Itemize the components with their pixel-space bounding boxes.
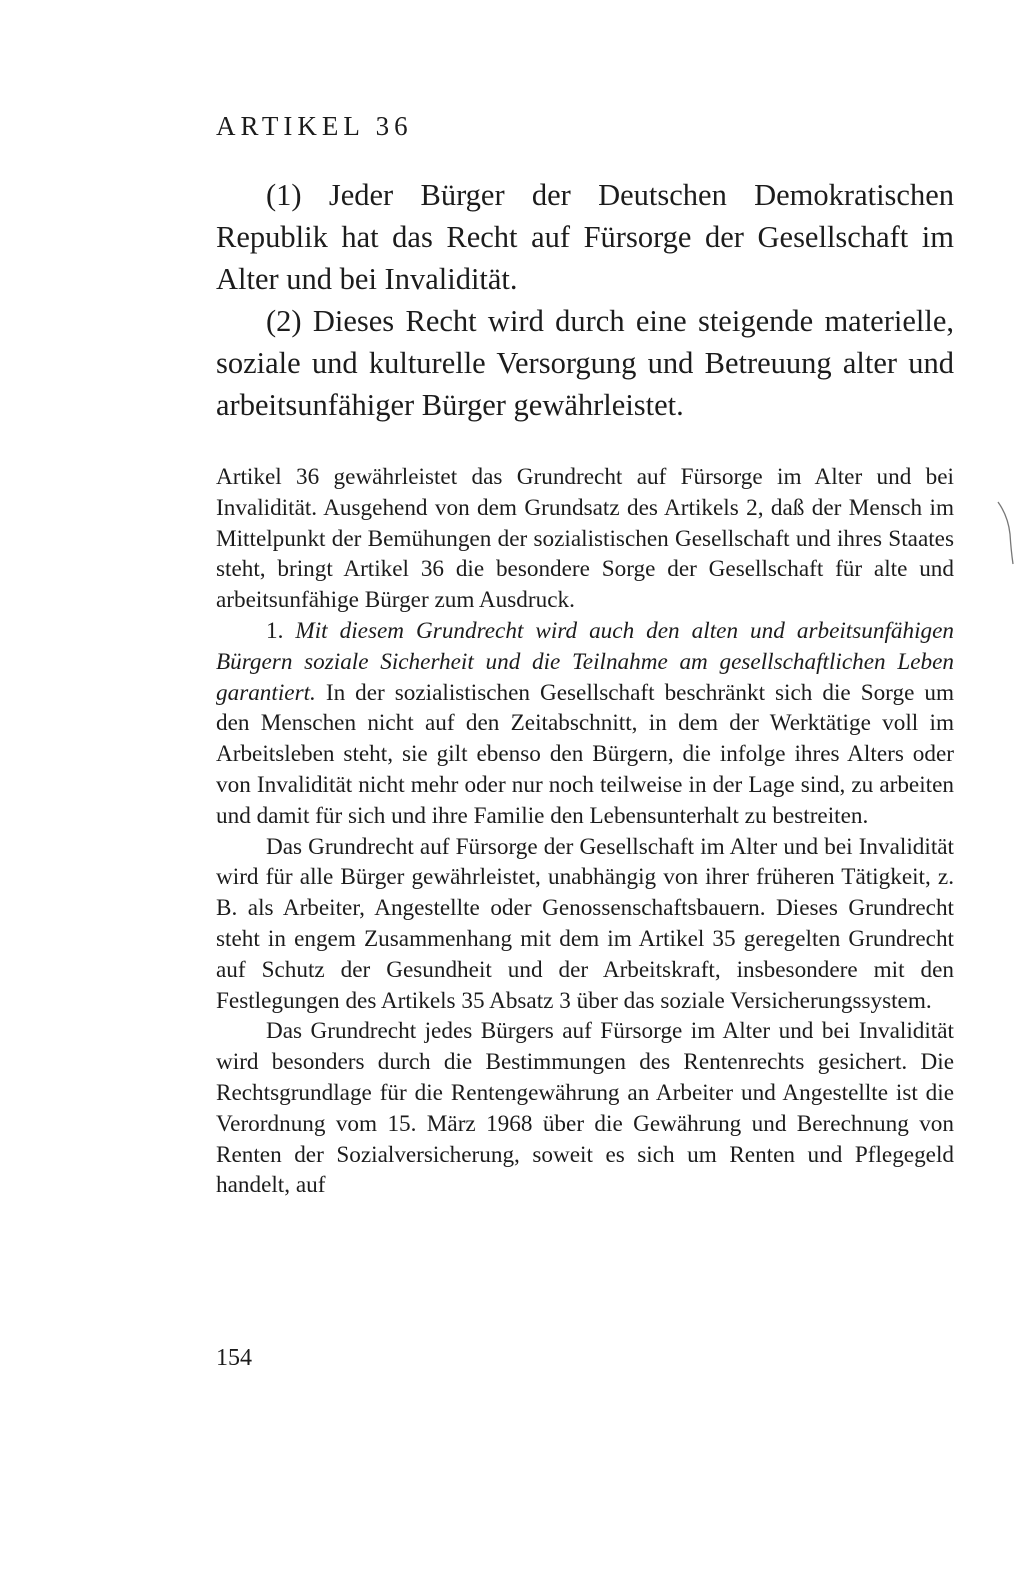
point-number: 1.: [266, 617, 284, 644]
commentary-paragraph-3: Das Grundrecht jedes Bürgers auf Fürsorge im Alter und bei Invalidität wird besonders durch die Bestimmungen des Rentenrechts gesichert. Die Rechtsgrundlage für die Rentengewährung an Arbeiter und Angestellte ist die Verordnung vom 15. März 1968 über die Gewährung und Berechnung von Renten der Sozialversicherung, soweit es sich um Renten und Pflegegeld handelt, auf: [216, 1018, 954, 1199]
commentary-intro: Artikel 36 gewährleistet das Grundrecht auf Fürsorge im Alter und bei Invalidität. Ausgehend von dem Grundsatz des Artikels 2, daß der Mensch im Mittelpunkt der Bemühungen der sozialistischen Gesellschaft und ihres Staates steht, bringt Artikel 36 die besondere Sorge der Gesellschaft für alte und arbeitsunfähige Bürger zum Ausdruck.: [216, 464, 954, 614]
article-paragraph-1: (1) Jeder Bürger der Deutschen Demokratischen Republik hat das Recht auf Fürsorge der Gesellschaft im Alter und bei Invalidität.: [216, 178, 954, 296]
commentary-point-1: [216, 616, 954, 832]
point-italic-statement: Mit diesem Grundrecht wird auch den alten und arbeitsunfähigen Bürgern soziale Sicherheit und die Teilnahme am gesellschaftlichen Leben garantiert.: [216, 617, 955, 706]
page-number: 154: [216, 1345, 252, 1371]
commentary: [216, 462, 954, 1201]
margin-pencil-mark: [996, 498, 1016, 568]
article-paragraph-2: (2) Dieses Recht wird durch eine steigende materielle, soziale und kulturelle Versorgung und Betreuung alter und arbeitsunfähiger Bürger gewährleistet.: [216, 304, 954, 422]
article-heading: ARTIKEL 36: [216, 111, 413, 141]
page-body: [216, 108, 954, 1201]
commentary-paragraph-2: Das Grundrecht auf Fürsorge der Gesellschaft im Alter und bei Invalidität wird für alle Bürger gewährleistet, unabhängig von ihrer früheren Tätigkeit, z. B. als Arbeiter, Angestellte oder Genossenschaftsbauern. Dieses Grundrecht steht in engem Zusammenhang mit dem im Artikel 35 geregelten Grundrecht auf Schutz der Gesundheit und der Arbeitskraft, insbesondere mit den Festlegungen des Artikels 35 Absatz 3 über das soziale Versicherungssystem.: [216, 833, 954, 1014]
point-explanation: In der sozialistischen Gesellschaft beschränkt sich die Sorge um den Menschen nicht auf den Zeitabschnitt, in dem der Werktätige voll im Arbeitsleben steht, sie gilt ebenso den Bürgern, die infolge ihres Alters oder von Invalidität nicht mehr oder nur noch teilweise in der Lage sind, zu arbeiten und damit für sich und ihre Familie den Lebensunterhalt zu bestreiten.: [216, 679, 954, 829]
